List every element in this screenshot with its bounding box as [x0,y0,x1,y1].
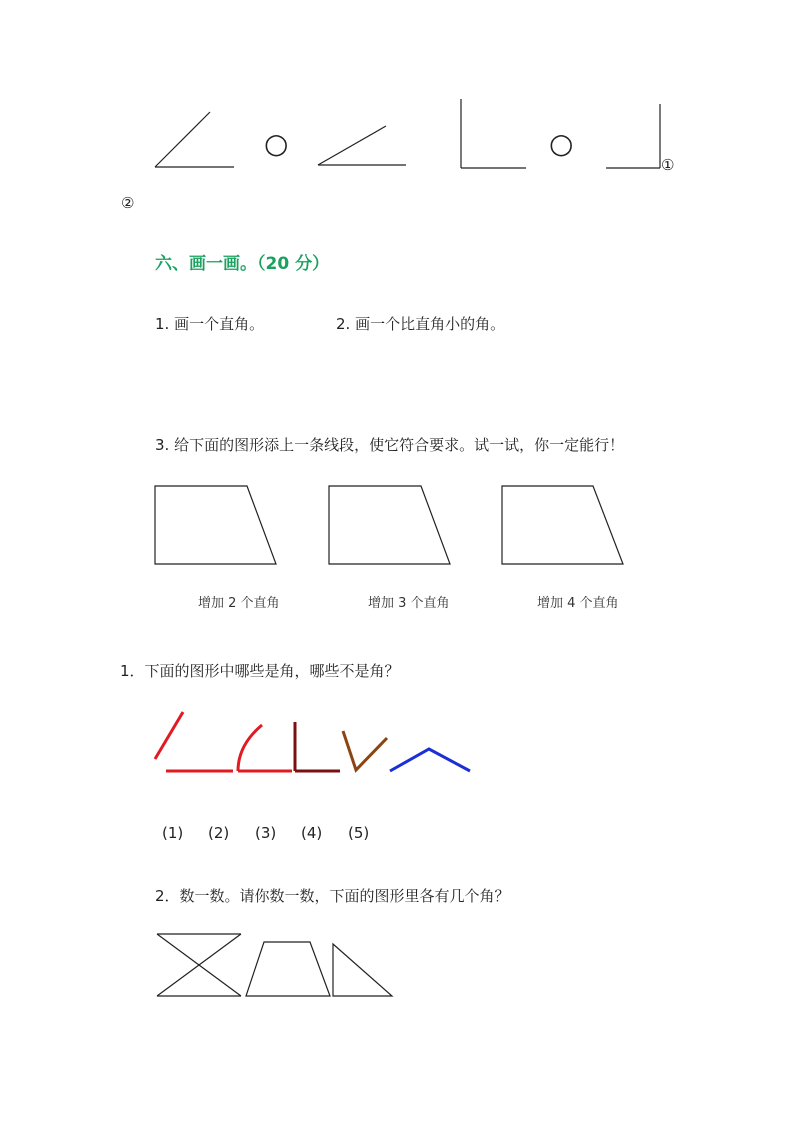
compare-circle-left: ○ [264,127,289,160]
marker-2: ② [121,194,135,212]
question-draw-right-angle: 1. 画一个直角。 [155,315,265,333]
triangle-count-figure [333,944,392,996]
trapezoid-count-figure [246,942,330,996]
bowtie-figure [157,934,241,996]
marker-1: ① [661,156,675,174]
figure-label-1: (1) [162,824,184,842]
figure-label-4: (4) [301,824,323,842]
question-draw-acute-angle: 2. 画一个比直角小的角。 [336,315,506,333]
caption-trapezoid-2: 增加 3 个直角 [368,596,450,611]
figure-label-5: (5) [348,824,370,842]
caption-trapezoid-1: 增加 2 个直角 [198,596,280,611]
figure-label-2: (2) [208,824,230,842]
caption-trapezoid-3: 增加 4 个直角 [537,596,619,611]
section-title: 六、画一画。（20 分） [155,254,330,274]
figure-label-3: (3) [255,824,277,842]
question-add-segment: 3. 给下面的图形添上一条线段，使它符合要求。试一试，你一定能行！ [155,436,625,454]
question-count-angles: 2．数一数。请你数一数，下面的图形里各有几个角？ [155,887,510,905]
compare-circle-right: ○ [549,127,574,160]
question-which-are-angles: 1．下面的图形中哪些是角，哪些不是角？ [120,662,400,680]
